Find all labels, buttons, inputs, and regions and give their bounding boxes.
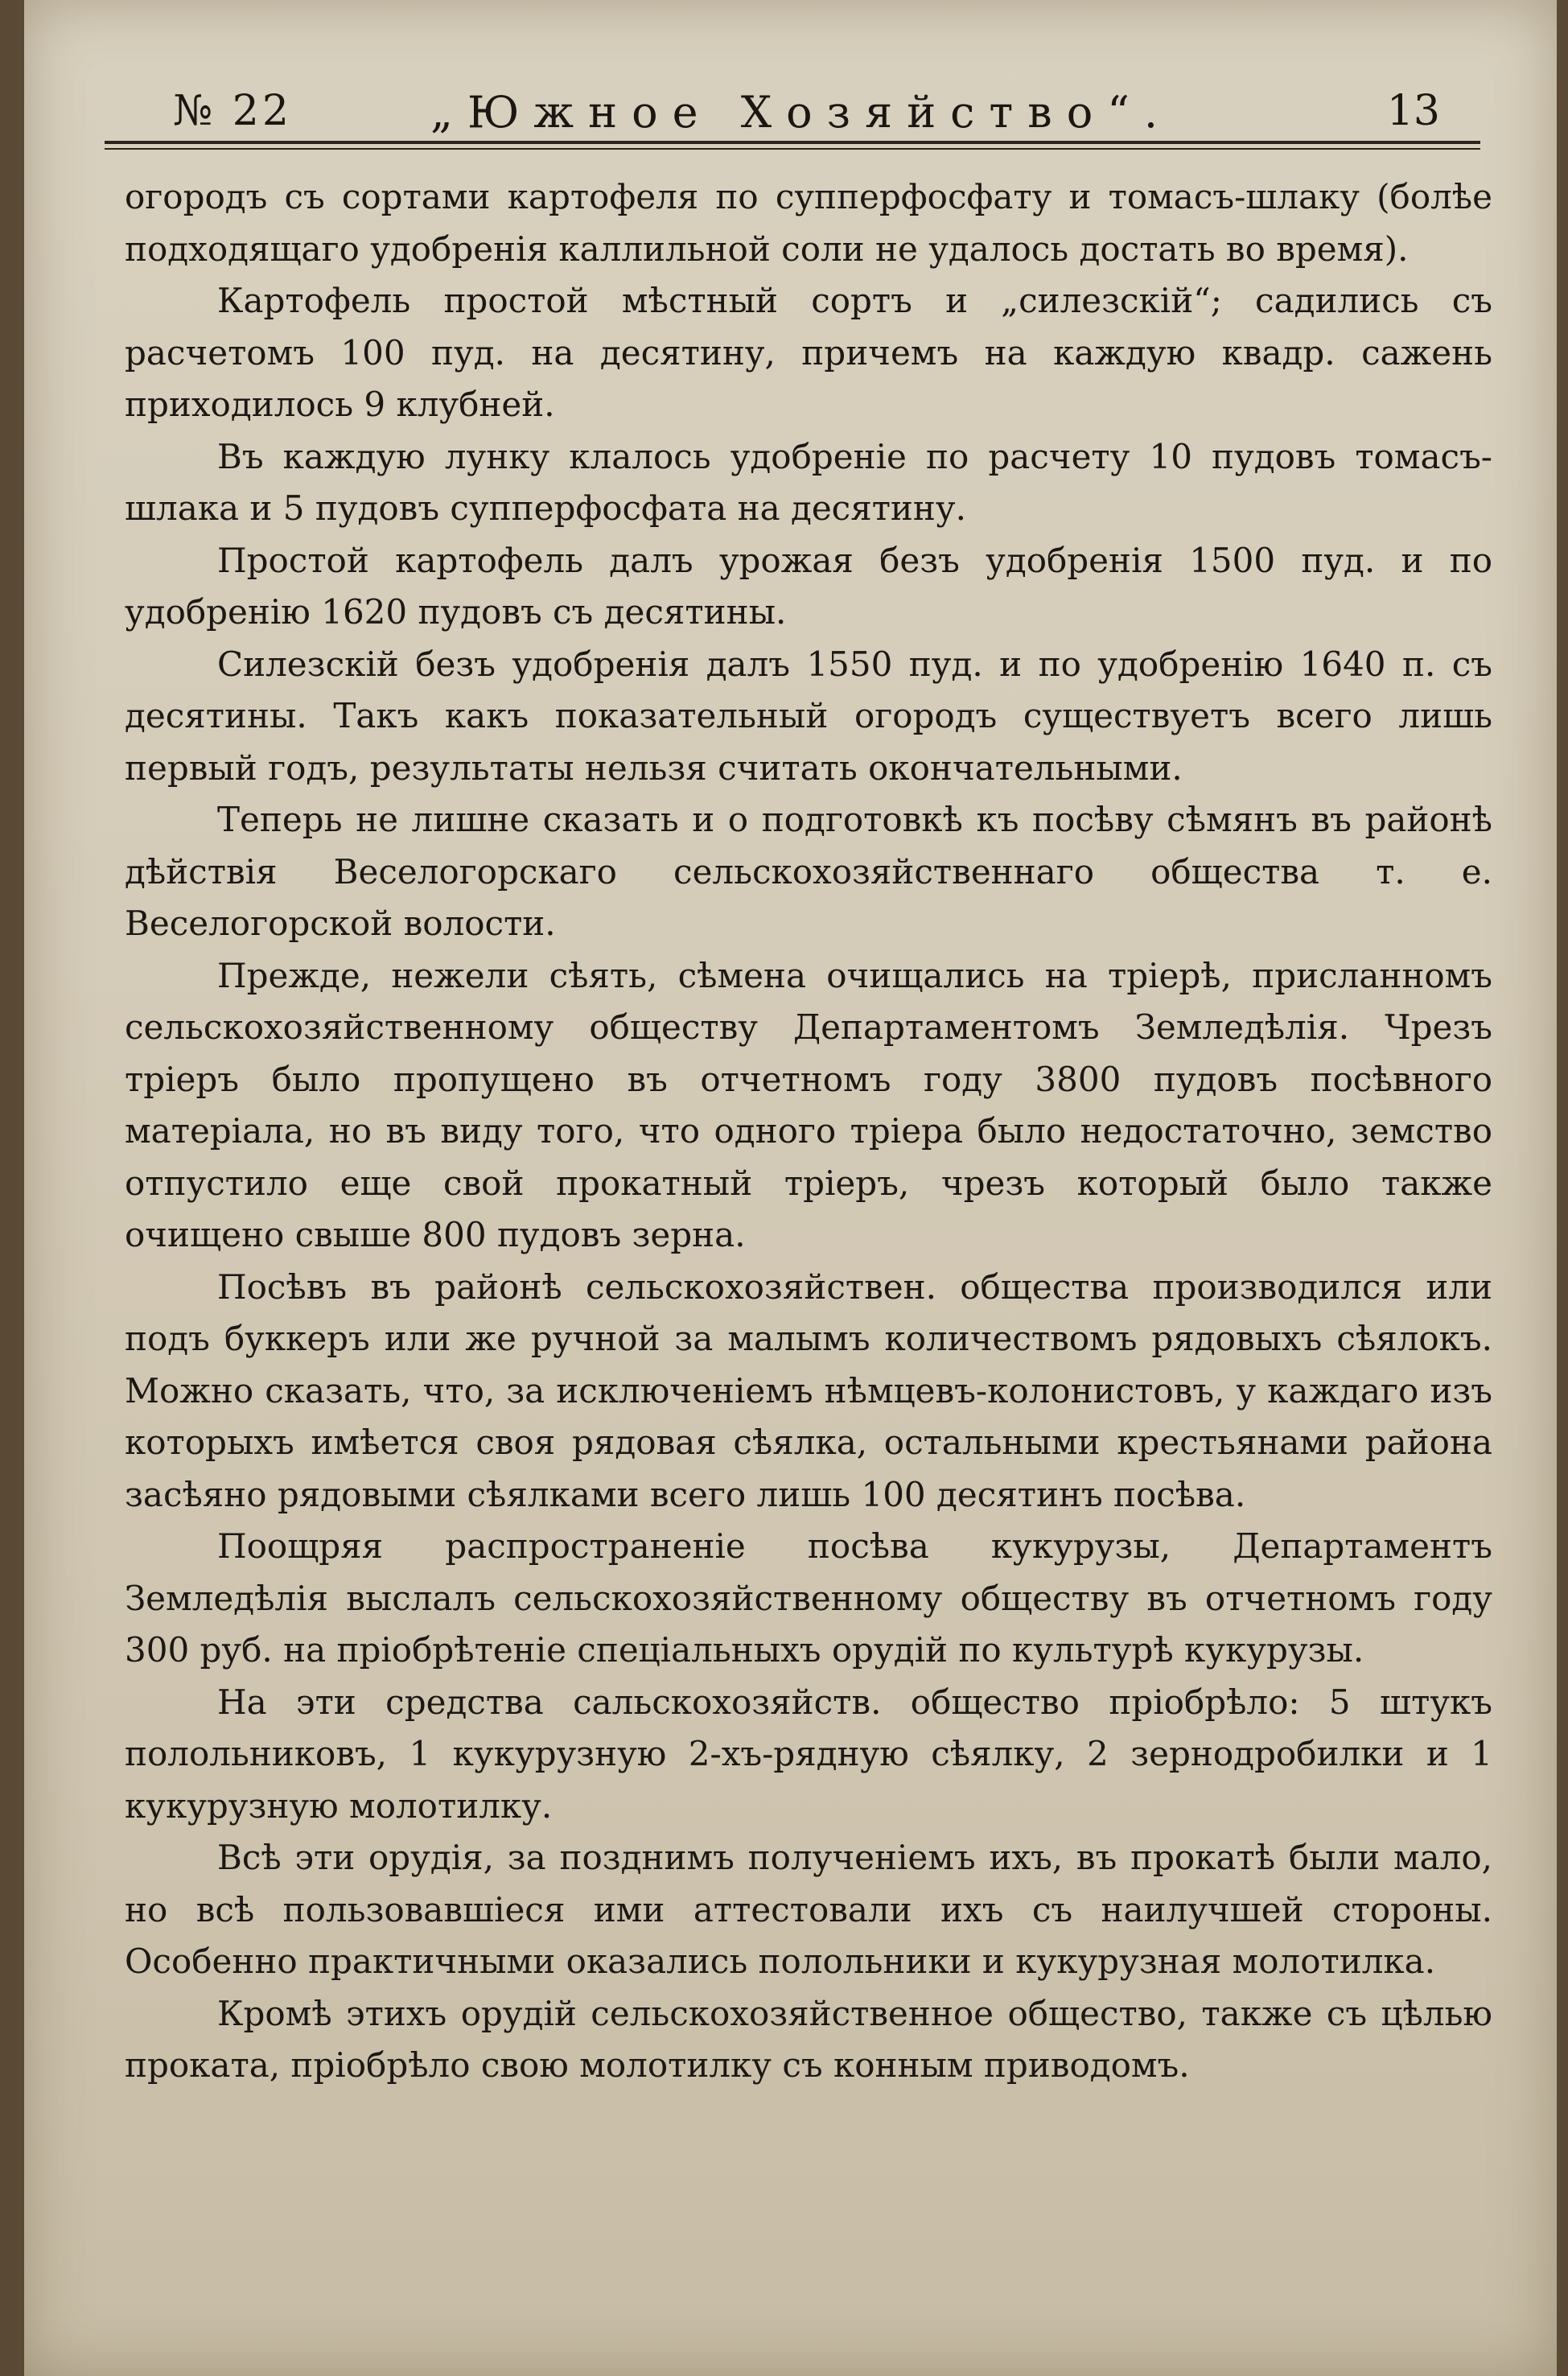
paragraph: Прежде, нежели сѣять, сѣмена очищались на тріерѣ, присланномъ сельскохозяйственному обществу Департаментомъ Земледѣлія. Чрезъ тріеръ было пропущено въ отчетномъ году 3800 пудовъ посѣвного матеріала, но въ виду того, что одного тріера было недостаточно, земство отпустило еще свой прокатный тріеръ, чрезъ который было также очищено свыше 800 пудовъ зерна.: [125, 955, 1492, 1254]
page-header: [101, 80, 1476, 145]
paragraph: Теперь не лишне сказать и о подготовкѣ къ посѣву сѣмянъ въ районѣ дѣйствія Веселогорскаго сельскохозяйственнаго общества т. е. Веселогорской волости.: [125, 800, 1492, 943]
paragraph: Картофель простой мѣстный сортъ и „силезскій“; садились съ расчетомъ 100 пуд. на десятину, причемъ на каждую квадр. сажень приходилось 9 клубней.: [125, 281, 1492, 424]
paragraph: огородъ съ сортами картофеля по супперфосфату и томасъ-шлаку (болѣе подходящаго удобренія каллильной соли не удалось достать во время).: [125, 177, 1492, 269]
header-rule-thin: [105, 148, 1480, 150]
page-number: 13: [1386, 87, 1440, 135]
header-rule-thick: [105, 141, 1480, 144]
issue-number: № 22: [173, 87, 292, 135]
document-page: [24, 0, 1557, 2376]
paragraph: Кромѣ этихъ орудій сельскохозяйственное общество, также съ цѣлью проката, пріобрѣло свою молотилку съ конным приводомъ.: [125, 1993, 1492, 2085]
paragraph: Поощряя распространеніе посѣва кукурузы, Департаментъ Земледѣлія выслалъ сельскохозяйственному обществу въ отчетномъ году 300 руб. на пріобрѣтеніе спеціальныхъ орудій по культурѣ кукурузы.: [125, 1526, 1492, 1670]
paragraph: Простой картофель далъ урожая безъ удобренія 1500 пуд. и по удобренію 1620 пудовъ съ десятины.: [125, 540, 1492, 632]
paragraph: Въ каждую лунку клалось удобреніе по расчету 10 пудовъ томасъ-шлака и 5 пудовъ супперфосфата на десятину.: [125, 436, 1492, 528]
paragraph: Всѣ эти орудія, за позднимъ полученіемъ ихъ, въ прокатѣ были мало, но всѣ пользовавшіеся ими аттестовали ихъ съ наилучшей стороны. Особенно практичными оказались полольники и кукурузная молотилка.: [125, 1838, 1492, 1981]
journal-title: „Южное Хозяйство“.: [430, 87, 1172, 138]
paragraph: Силезскій безъ удобренія далъ 1550 пуд. и по удобренію 1640 п. съ десятины. Такъ какъ показательный огородъ существуетъ всего лишь первый годъ, результаты нельзя считать окончательными.: [125, 644, 1492, 788]
article-body: [125, 171, 1492, 2092]
paragraph: На эти средства сальскохозяйств. общество пріобрѣло: 5 штукъ полольниковъ, 1 кукурузную 2-хъ-рядную сѣялку, 2 зернодробилки и 1 кукурузную молотилку.: [125, 1682, 1492, 1826]
paragraph: Посѣвъ въ районѣ сельскохозяйствен. общества производился или подъ буккеръ или же ручной за малымъ количествомъ рядовыхъ сѣялокъ. Можно сказать, что, за исключеніемъ нѣмцевъ-колонистовъ, у каждаго изъ которыхъ имѣется своя рядовая сѣялка, остальными крестьянами района засѣяно рядовыми сѣялками всего лишь 100 десятинъ посѣва.: [125, 1266, 1492, 1514]
